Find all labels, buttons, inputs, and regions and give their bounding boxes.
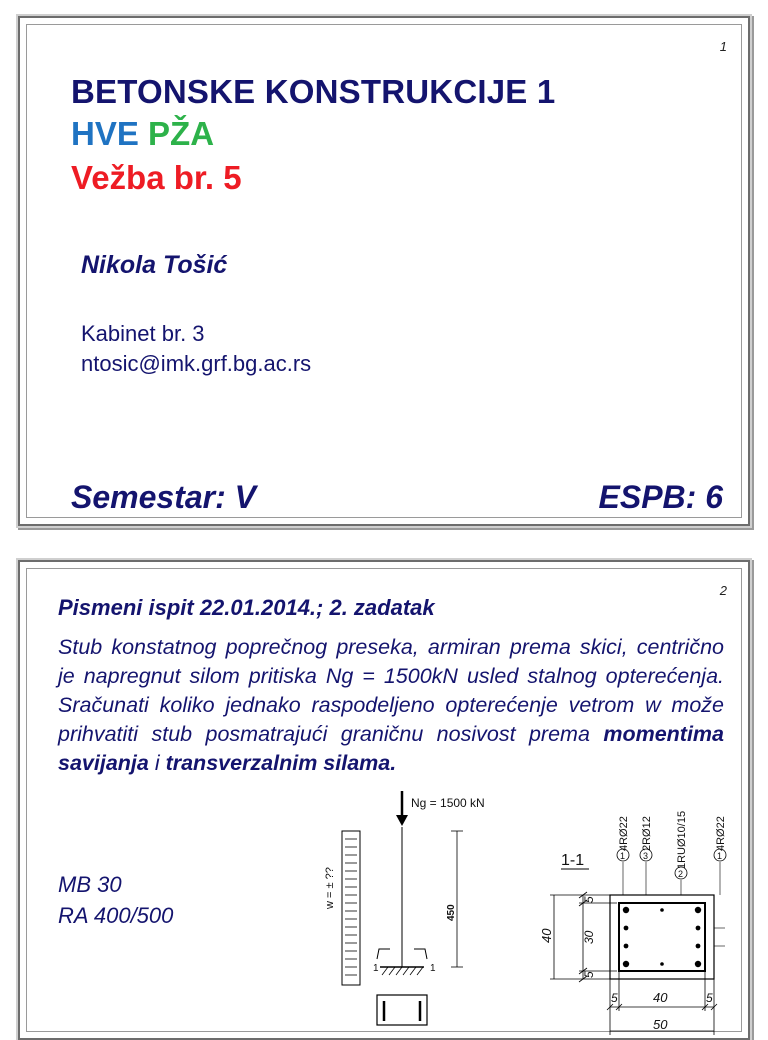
semester-label: Semestar: V — [71, 479, 256, 515]
program-line — [71, 115, 214, 153]
program-hve: HVE — [71, 115, 139, 152]
contact-block — [81, 319, 311, 379]
column-elevation — [324, 791, 485, 1025]
problem-text-part1: Stub konstatnog poprečnog preseka, armiran prema skici, centrično je napregnut silom pritiska Ng = 1500kN usled stalnog opterećenja. Sračunati koliko jednako raspodeljeno opterećenje vetrom w može prihvatiti stub posmatrajući graničnu nosivost prema — [58, 635, 724, 746]
page-number: 2 — [719, 583, 727, 598]
exam-heading: Pismeni ispit 22.01.2014.; 2. zadatak — [58, 595, 435, 620]
dim-horizontal-left: 5 — [611, 991, 618, 1005]
bar-num-1: 1 — [620, 851, 626, 861]
section-title: 1-1 — [561, 852, 585, 869]
dim-vertical-total: 40 — [539, 928, 554, 943]
slide-1 — [18, 16, 750, 526]
dim-horizontal-total: 50 — [653, 1017, 668, 1032]
bar-label-1: 4RØ22 — [618, 816, 630, 851]
cross-section — [539, 811, 727, 1035]
section-mark-left: 1 — [373, 963, 379, 974]
page-number: 1 — [719, 39, 727, 54]
dim-horizontal-right: 5 — [706, 991, 713, 1005]
office-label: Kabinet br. 3 — [81, 321, 205, 346]
dim-vertical-top: 5 — [582, 896, 596, 903]
problem-text-bold1: momentima savijanja — [58, 722, 724, 775]
course-title: BETONSKE KONSTRUKCIJE 1 — [71, 73, 556, 110]
bar-label-2: 2RØ12 — [641, 816, 653, 851]
dim-horizontal-mid: 40 — [653, 990, 668, 1005]
exercise-title: Vežba br. 5 — [71, 159, 242, 196]
problem-text-part2: i — [148, 751, 166, 775]
bar-label-3: 1RUØ10/15 — [676, 810, 688, 869]
problem-text-bold2: transverzalnim silama. — [165, 751, 397, 775]
slide-2-frame — [26, 568, 742, 1032]
steel-class: RA 400/500 — [58, 903, 174, 928]
height-label: 450 — [446, 904, 457, 921]
concrete-class: MB 30 — [58, 872, 122, 897]
espb-label: ESPB: 6 — [598, 479, 723, 515]
bar-label-4: 4RØ22 — [715, 816, 727, 851]
section-mark-right: 1 — [430, 963, 436, 974]
wind-load-arrows — [345, 839, 357, 975]
bar-num-4: 1 — [717, 851, 723, 861]
email-address: ntosic@imk.grf.bg.ac.rs — [81, 351, 312, 376]
column-drawing — [27, 569, 747, 1039]
slide-1-frame — [26, 24, 742, 518]
dim-vertical-bottom: 5 — [582, 971, 596, 978]
slide-2 — [18, 560, 750, 1040]
program-pza: PŽA — [148, 115, 215, 152]
bar-num-3: 2 — [678, 869, 684, 879]
load-label: Ng = 1500 kN — [411, 796, 485, 810]
author-name: Nikola Tošić — [81, 251, 228, 279]
wind-label: w = ± ?? — [324, 867, 336, 909]
bar-num-2: 3 — [643, 851, 649, 861]
dim-vertical-mid: 30 — [582, 930, 596, 944]
